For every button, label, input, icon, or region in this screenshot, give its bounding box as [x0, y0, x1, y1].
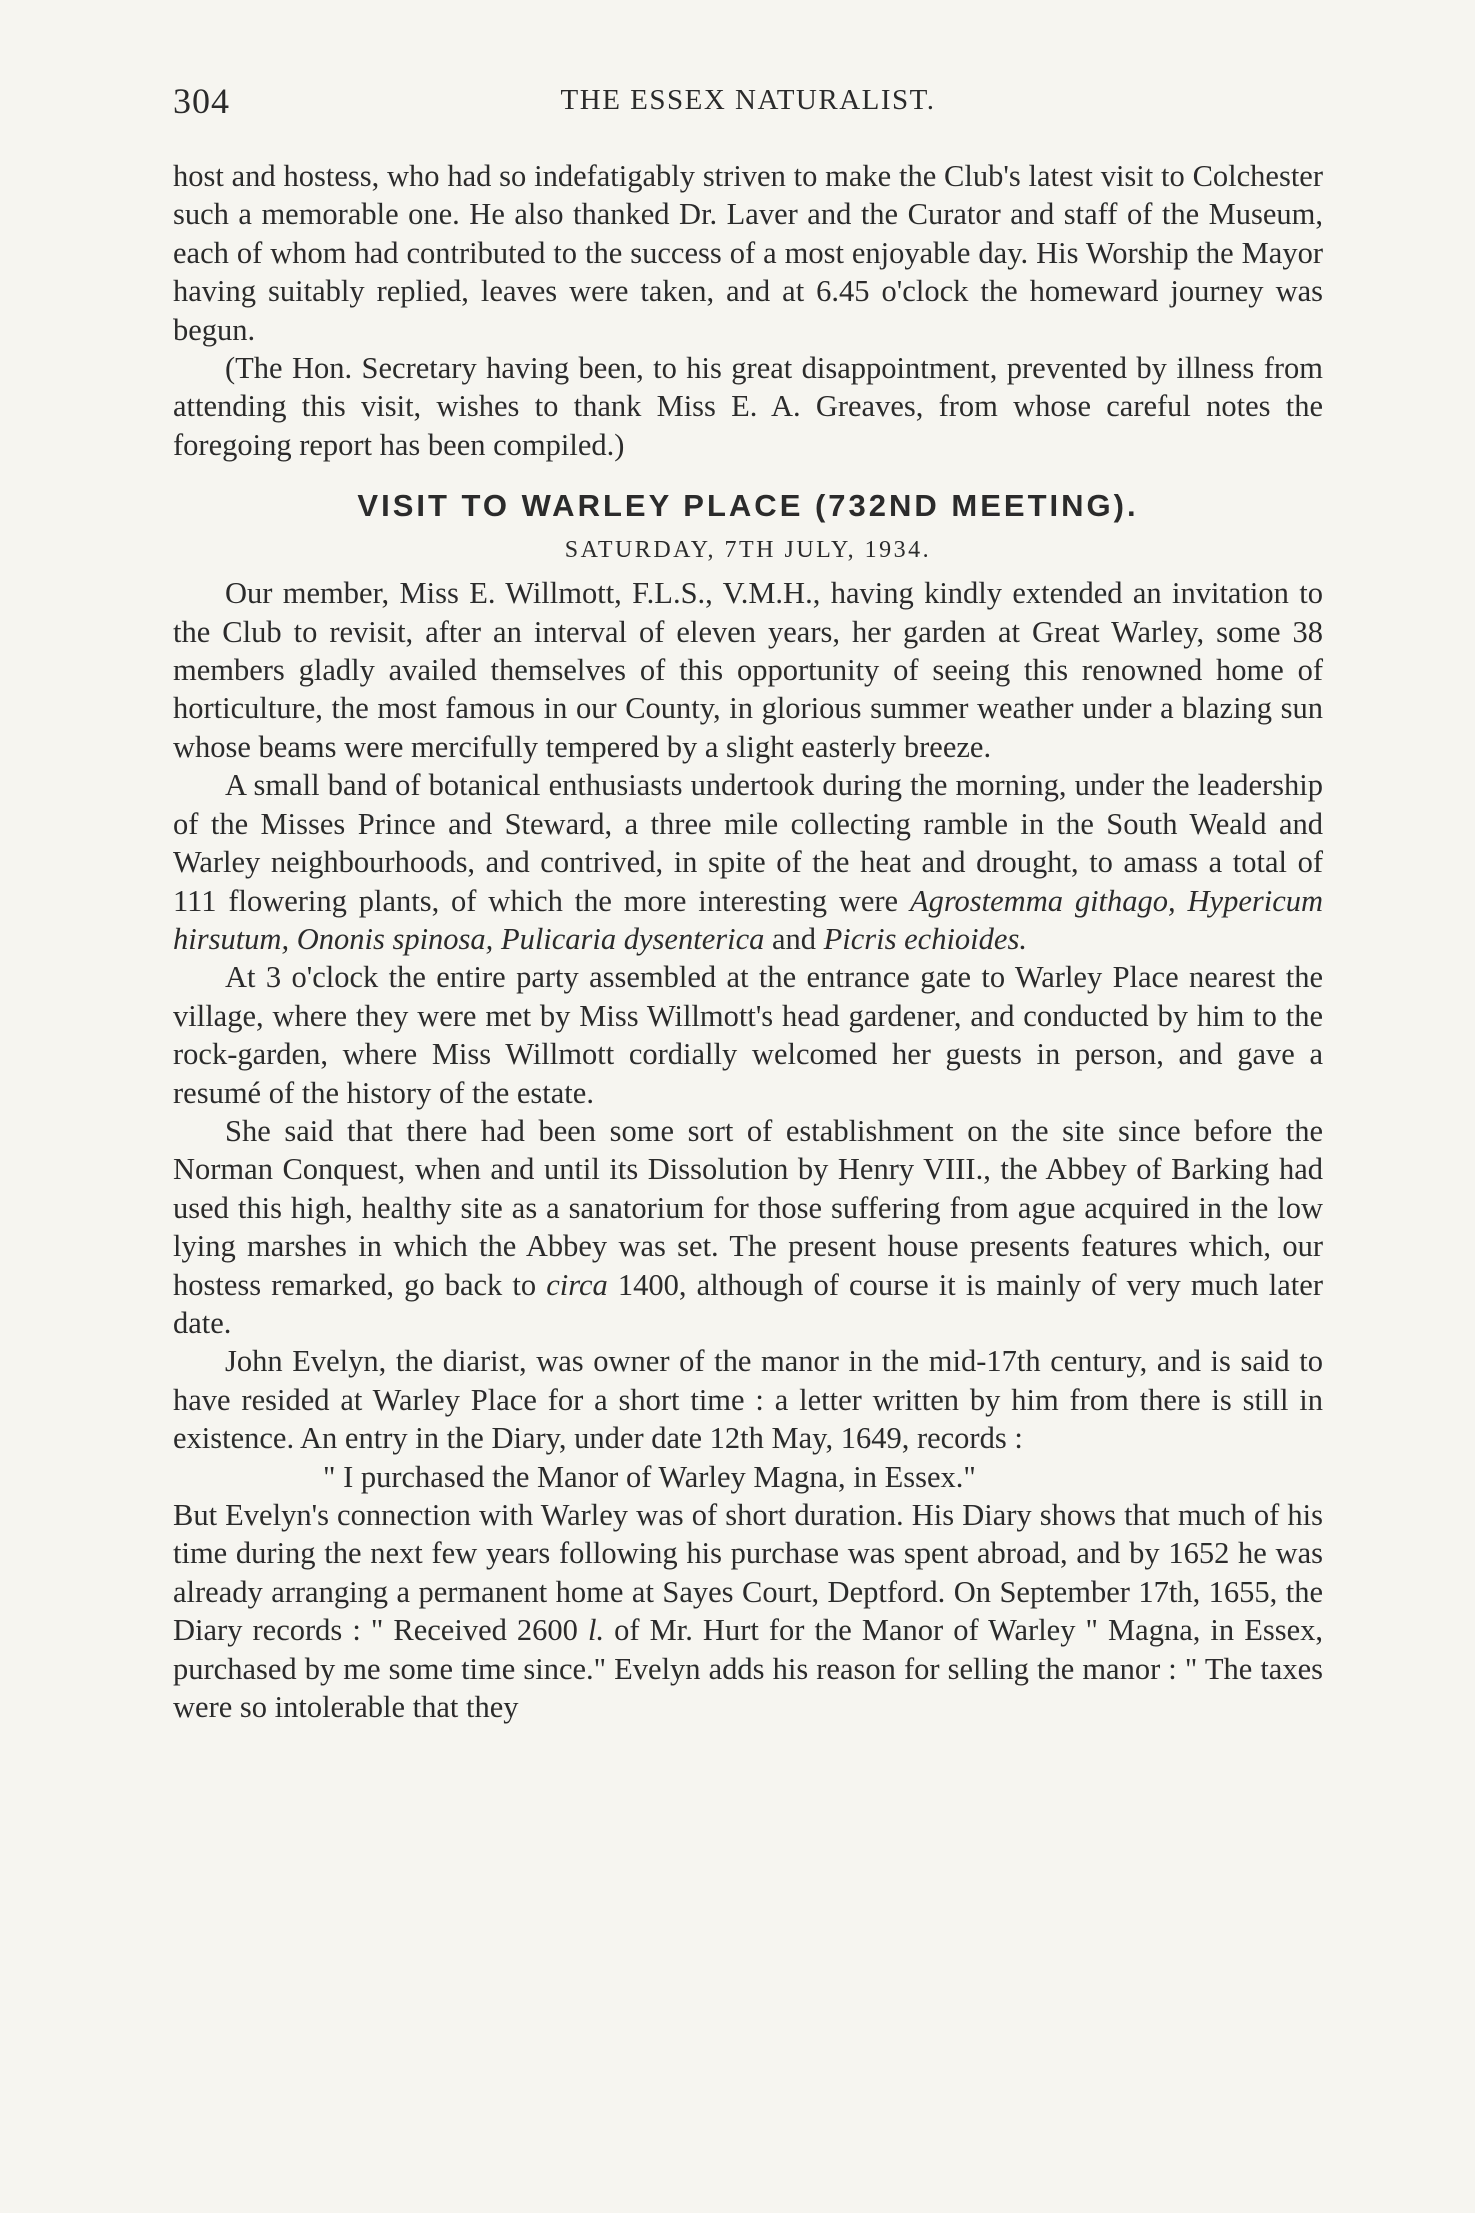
paragraph-botanical-ramble [173, 766, 1323, 958]
diary-quote: " I purchased the Manor of Warley Magna, in Essex." [323, 1459, 976, 1494]
sale-text: But Evelyn's connection with Warley was of short duration. His Diary shows that much of his time during the next few years following his purchase was spent abroad, and by 1652 he was already arranging a permanent home at Sayes Court, Deptford. On September 17th, 1655, the Diary records : " Received 2600 [173, 1498, 1323, 1648]
plant-name: Pulicaria dysenterica [500, 921, 765, 956]
page-number: 304 [173, 81, 230, 121]
paragraph-continuation: host and hostess, who had so indefatigably striven to make the Club's latest visit to Colchester such a memorable one. He also thanked Dr. Laver and the Curator and staff of the Museum, each of whom had contributed to the success of a most enjoyable day. His Worship the Mayor having suitably replied, leaves were taken, and at 6.45 o'clock the homeward journey was begun. [173, 159, 1323, 347]
plant-name: Agrostemma githago, [909, 883, 1176, 918]
paragraph-history [173, 1112, 1323, 1342]
circa-italic: circa [546, 1267, 608, 1302]
paragraph-invitation: Our member, Miss E. Willmott, F.L.S., V.M.H., having kindly extended an invitation to the Club to revisit, after an interval of eleven years, her garden at Great Warley, some 38 members gladly availed themselves of this opportunity of seeing this renowned home of horticulture, the most famous in our County, in glorious summer weather under a blazing sun whose beams were mercifully tempered by a slight easterly breeze. [173, 576, 1323, 764]
ramble-conjunction: and [764, 921, 824, 956]
history-text: She said that there had been some sort of establishment on the site since before the Norman Conquest, when and until its Dissolution by Henry VIII., the Abbey of Barking had used this high, healthy site as a sanatorium for those suffering from ague acquired in the low lying marshes in which the Abbey was set. The present house presents features which, our hostess remarked, go back to [173, 1113, 1323, 1302]
section-heading: VISIT TO WARLEY PLACE (732ND MEETING). [357, 488, 1139, 524]
section-date: SATURDAY, 7TH JULY, 1934. [564, 537, 932, 564]
plant-name: Ononis spinosa, [296, 921, 494, 956]
paragraph-evelyn-sale [173, 1496, 1323, 1726]
paragraph-assembly: At 3 o'clock the entire party assembled at the entrance gate to Warley Place nearest the village, where they were met by Miss Willmott's head gardener, and conducted by him to the rock-garden, where Miss Willmott cordially welcomed her guests in person, and gave a resumé of the history of the estate. [173, 960, 1323, 1110]
ramble-text: A small band of botanical enthusiasts undertook during the morning, under the leadership of the Misses Prince and Steward, a three mile collecting ramble in the South Weald and Warley neighbourhoods, and contrived, in spite of the heat and drought, to amass a total of 111 flowering plants, of which the more interesting were [173, 768, 1323, 918]
sale-text-end: of Mr. Hurt for the Manor of Warley " Magna, in Essex, purchased by me some time since." Evelyn adds his reason for selling the manor : " The taxes were so intolerable that they [173, 1613, 1324, 1725]
plant-name: Picris echioides. [823, 921, 1027, 956]
paragraph-secretary-note: (The Hon. Secretary having been, to his great disappointment, prevented by illness from attending this visit, wishes to thank Miss E. A. Greaves, from whose careful notes the foregoing report has been compiled.) [173, 351, 1323, 462]
page-body [173, 157, 1323, 1726]
paragraph-evelyn: John Evelyn, the diarist, was owner of the manor in the mid-17th century, and is said to have resided at Warley Place for a short time : a letter written by him from there is still in existence. An entry in the Diary, under date 12th May, 1649, records : [173, 1344, 1323, 1456]
running-title: THE ESSEX NATURALIST. [560, 84, 936, 116]
page-header [173, 80, 1323, 136]
history-text-end: 1400, although of course it is mainly of very much later date. [173, 1267, 1323, 1340]
plant-name: Hypericum hirsutum, [173, 883, 1324, 956]
pound-symbol: l. [588, 1613, 605, 1648]
